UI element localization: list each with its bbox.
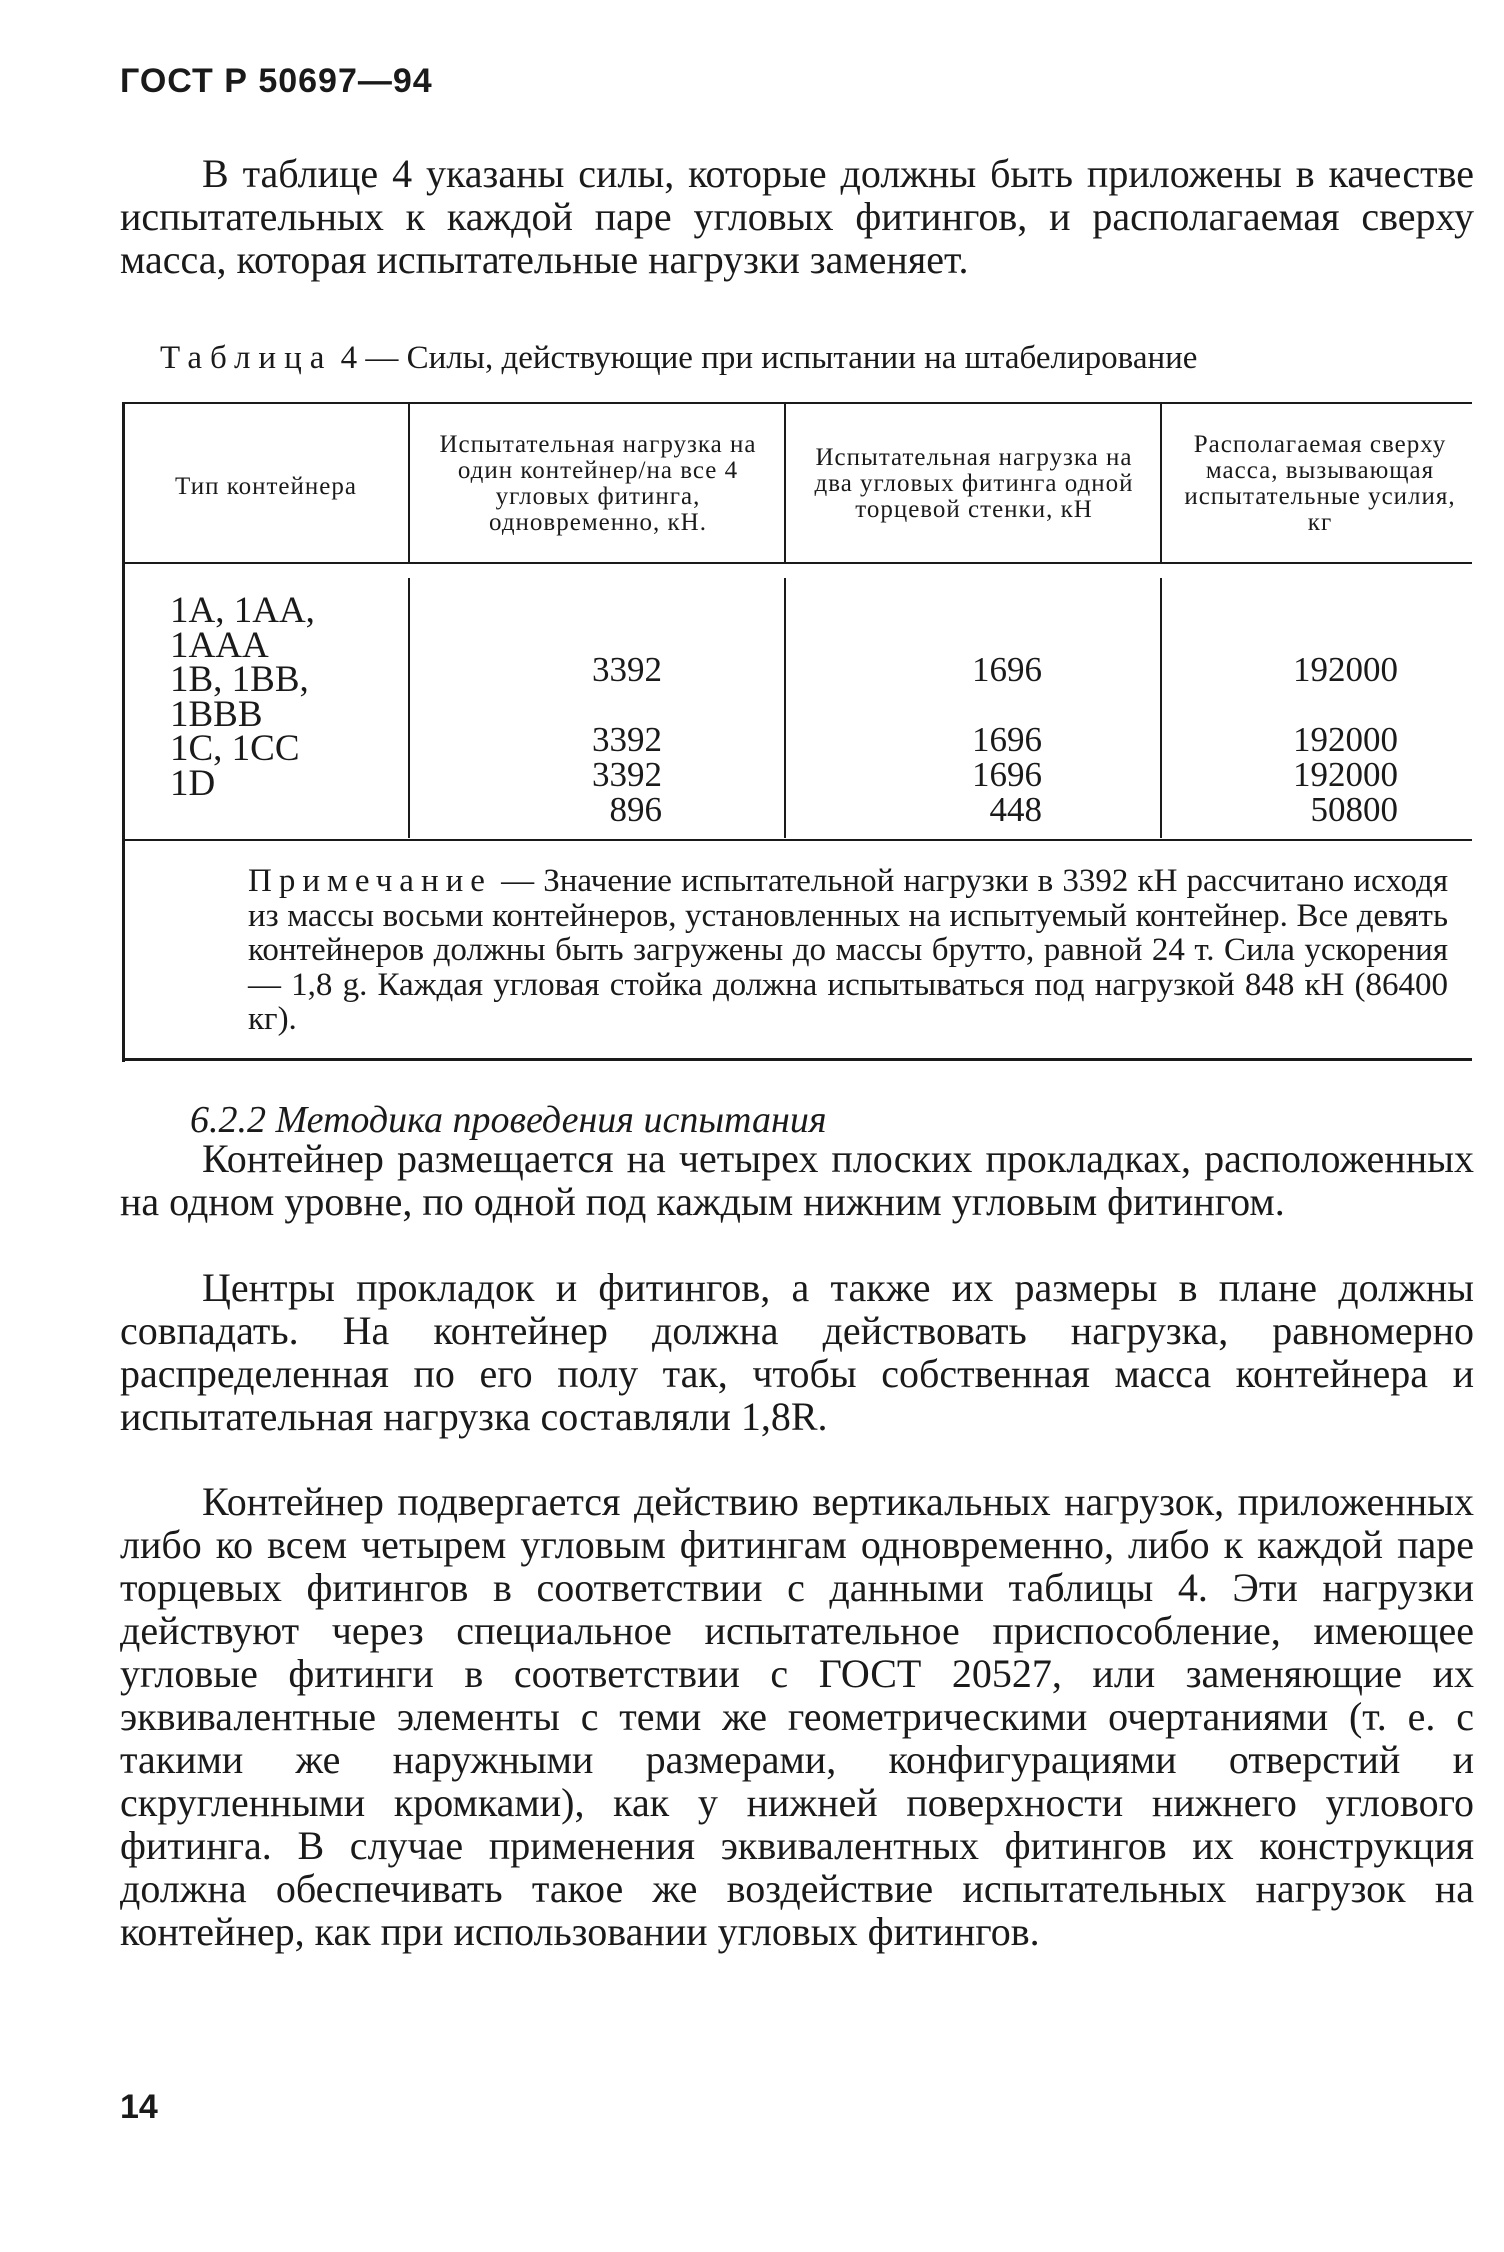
table-left-border bbox=[122, 402, 125, 1062]
table-cell: 1696 bbox=[972, 650, 1042, 689]
table-cell: 50800 bbox=[1310, 790, 1398, 829]
container-type: 1D bbox=[170, 762, 216, 804]
table-cell bbox=[922, 687, 1042, 722]
table-top-rule bbox=[124, 402, 1472, 404]
container-type: 1ВВВ bbox=[170, 693, 263, 735]
table-caption-label: Таблица bbox=[160, 340, 333, 376]
stacking-forces-table bbox=[122, 402, 1474, 1062]
table-cell: 1696 bbox=[972, 720, 1042, 759]
table-cell: 192000 bbox=[1293, 720, 1398, 759]
container-type: 1А, 1АА, bbox=[170, 590, 315, 631]
table-cell: 1696 bbox=[972, 755, 1042, 794]
table-note bbox=[248, 864, 1448, 1037]
table-header-rule bbox=[122, 562, 1472, 564]
table-cell: 3392 bbox=[592, 650, 662, 689]
column-divider bbox=[784, 578, 786, 838]
page-number: 14 bbox=[120, 2088, 158, 2126]
header-load-all-fittings: Испытательная нагрузка на один контейнер/на все 4 угловых фитинга, одновременно, кН. bbox=[439, 431, 757, 536]
load-all-column bbox=[542, 652, 662, 827]
table-cell: 448 bbox=[989, 790, 1042, 829]
table-cell: 896 bbox=[609, 790, 662, 829]
table-cell bbox=[542, 687, 662, 722]
document-code: ГОСТ Р 50697—94 bbox=[120, 62, 433, 100]
table-body-rule bbox=[122, 839, 1472, 841]
container-type-column bbox=[170, 590, 315, 804]
table-caption-text: 4 — Силы, действующие при испытании на штабелирование bbox=[340, 340, 1198, 376]
column-divider bbox=[784, 404, 786, 562]
table-cell bbox=[1262, 687, 1398, 722]
container-type: 1ААА bbox=[170, 624, 269, 666]
column-divider bbox=[1160, 404, 1162, 562]
section-title: 6.2.2 Методика проведения испытания bbox=[190, 1099, 827, 1141]
column-divider bbox=[408, 578, 410, 838]
header-load-two-fittings: Испытательная нагрузка на два угловых фитинга одной торцевой стенки, кН bbox=[814, 444, 1134, 523]
table-bottom-rule bbox=[122, 1058, 1472, 1061]
column-divider bbox=[408, 404, 410, 562]
table-caption bbox=[160, 340, 1460, 377]
container-type: 1С, 1СС bbox=[170, 728, 300, 769]
table-cell: 3392 bbox=[592, 720, 662, 759]
table-cell: 3392 bbox=[592, 755, 662, 794]
header-top-mass: Располагаемая сверху масса, вызывающая испытательные усилия, кг bbox=[1184, 431, 1456, 536]
table-cell: 192000 bbox=[1293, 755, 1398, 794]
body-paragraph: Контейнер размещается на четырех плоских прокладках, расположенных на одном уровне, по одной под каждым нижним угловым фитингом. bbox=[120, 1136, 1474, 1224]
table-cell: 192000 bbox=[1293, 650, 1398, 689]
body-paragraph: Контейнер подвергается действию вертикальных нагрузок, приложенных либо ко всем четырем угловым фитингам одновременно, либо к каждой паре торцевых фитингов в соответствии с данными таблицы 4. Эти нагрузки действуют через специальное испытательное приспособление, имеющее угловые фитинги в соответствии с ГОСТ 20527, или заменяющие их эквивалентные элементы с теми же геометрическими очертаниями (т. е. с такими же наружными размерами, конфигурациями отверстий и скругленными кромками), как у нижней поверхности нижнего углового фитинга. В случае применения эквивалентных фитингов их конструкция должна обеспечивать такое же воздействие испытательных нагрузок на контейнер, как при использовании угловых фитингов. bbox=[120, 1479, 1474, 1954]
column-divider bbox=[1160, 578, 1162, 838]
load-two-column bbox=[922, 652, 1042, 827]
body-paragraph: Центры прокладок и фитингов, а также их размеры в плане должны совпадать. На контейнер должна действовать нагрузка, равномерно распределенная по его полу так, чтобы собственная масса контейнера и испытательная нагрузка составляли 1,8R. bbox=[120, 1265, 1474, 1439]
container-type: 1В, 1ВВ, bbox=[170, 659, 309, 700]
mass-column bbox=[1262, 652, 1398, 827]
header-container-type: Тип контейнера bbox=[175, 473, 357, 500]
table-note-text: — Значение испытательной нагрузки в 3392 кН рассчитано исходя из массы восьми контейнеров, установленных на испытуемый контейнер. Все девять контейнеров должны быть загружены до массы брутто, равной 24 т. Сила ускорения — 1,8 g. Каждая угловая стойка должна испытываться под нагрузкой 848 кН (86400 кг). bbox=[248, 863, 1448, 1038]
intro-paragraph: В таблице 4 указаны силы, которые должны быть приложены в качестве испытательных к каждой паре угловых фитингов, и располагаемая сверху масса, которая испытательные нагрузки заменяет. bbox=[120, 151, 1474, 282]
table-note-label: Примечание bbox=[248, 863, 492, 899]
